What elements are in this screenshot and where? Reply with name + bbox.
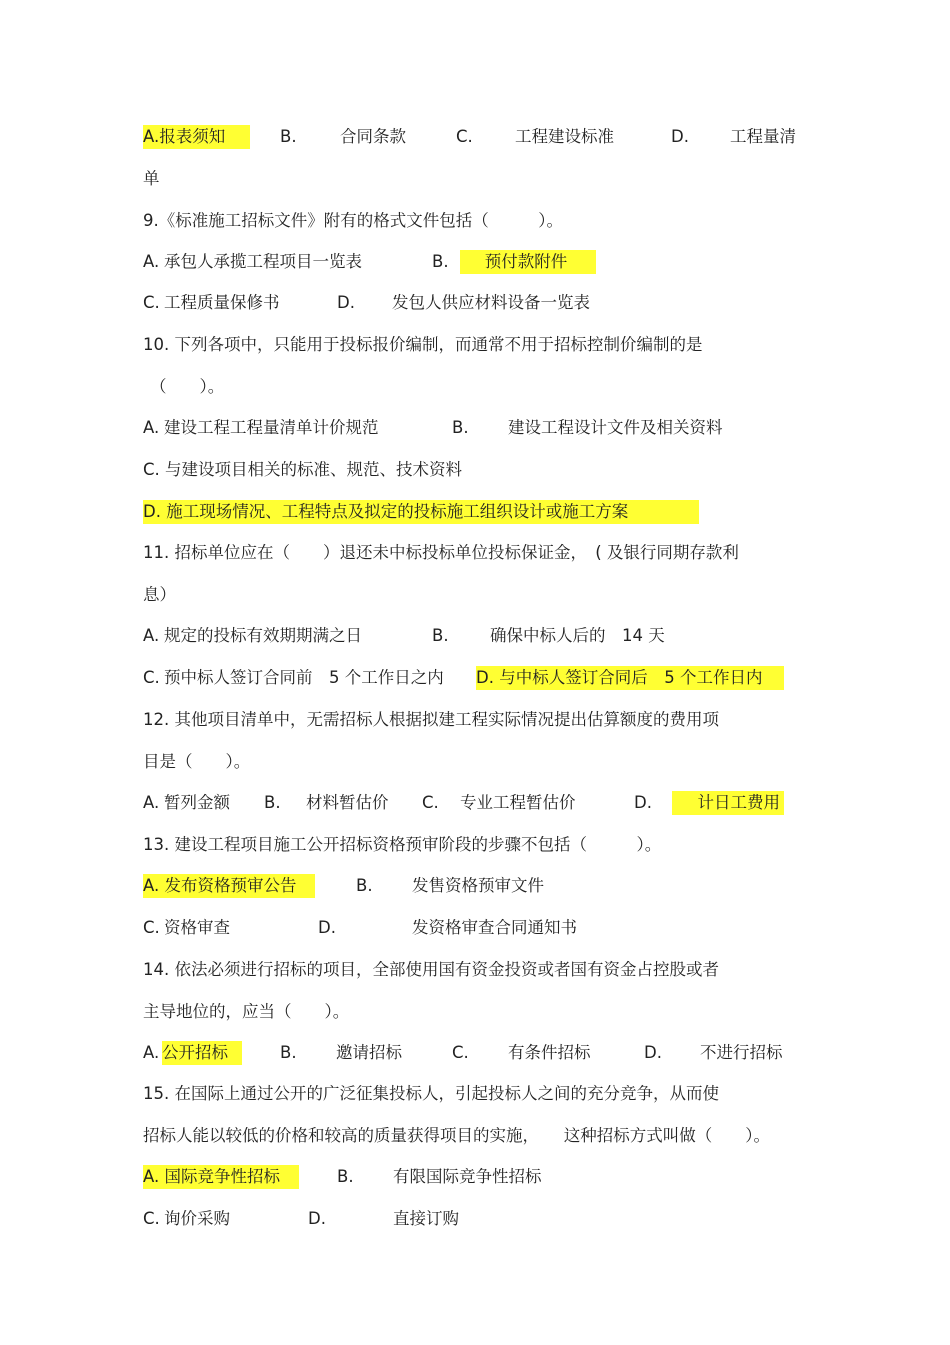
question-13: 13. 建设工程项目施工公开招标资格预审阶段的步骤不包括（ ）。 xyxy=(143,835,662,854)
option-a-highlighted: A. 国际竞争性招标 xyxy=(143,1165,299,1189)
option-c-text: 工程建设标准 xyxy=(515,127,614,146)
option-b-text: 有限国际竞争性招标 xyxy=(393,1167,542,1186)
option-b-text: 发售资格预审文件 xyxy=(412,876,544,895)
option-c-label: C. xyxy=(422,793,439,812)
option-b-text: 材料暂估价 xyxy=(306,793,389,812)
option-d-label: D. xyxy=(644,1043,662,1062)
option-d-row-highlighted xyxy=(143,500,699,524)
option-b-label: B. xyxy=(280,1043,297,1062)
option-a-label: A. xyxy=(143,1043,160,1062)
option-a-label: A. xyxy=(143,626,160,645)
option-b-label: B. xyxy=(356,876,373,895)
question-15: 15. 在国际上通过公开的广泛征集投标人，引起投标人之间的充分竞争，从而使 xyxy=(143,1084,719,1103)
option-d-text-highlighted: 计日工费用 xyxy=(672,791,784,815)
option-b-label: B. xyxy=(280,127,297,146)
question-9: 9.《标准施工招标文件》附有的格式文件包括（ ）。 xyxy=(143,211,563,230)
option-c-text: 专业工程暂估价 xyxy=(460,793,576,812)
option-b-label: B. xyxy=(452,418,469,437)
option-d-label: D. xyxy=(671,127,689,146)
option-c-text: 资格审查 xyxy=(164,918,230,937)
question-12-continuation: 目是（ ）。 xyxy=(143,752,251,771)
option-d-text-highlighted: D. 施工现场情况、工程特点及拟定的投标施工组织设计或施工方案 xyxy=(143,500,699,524)
option-b-text: 合同条款 xyxy=(340,127,406,146)
option-d-text: 发包人供应材料设备一览表 xyxy=(392,293,590,312)
question-14: 14. 依法必须进行招标的项目，全部使用国有资金投资或者国有资金占控股或者 xyxy=(143,960,719,979)
option-c-label: C. xyxy=(452,1043,469,1062)
option-b-label: B. xyxy=(264,793,281,812)
question-12: 12. 其他项目清单中，无需招标人根据拟建工程实际情况提出估算额度的费用项 xyxy=(143,710,719,729)
option-a-label: A. xyxy=(143,252,160,271)
option-b-text: 建设工程设计文件及相关资料 xyxy=(508,418,723,437)
option-c-label: C. xyxy=(143,293,160,312)
option-a-text: 承包人承揽工程项目一览表 xyxy=(164,252,362,271)
option-a-text: 暂列金额 xyxy=(164,793,230,812)
option-d-label: D. xyxy=(308,1209,326,1228)
option-c-label: C. xyxy=(143,918,160,937)
option-d-text: 发资格审查合同通知书 xyxy=(412,918,577,937)
option-c-label: C. xyxy=(143,668,160,687)
option-d-text: 工程量清 xyxy=(730,127,796,146)
option-a-highlighted: A. 发布资格预审公告 xyxy=(143,874,315,898)
option-d-label: D. xyxy=(318,918,336,937)
option-a-text: 建设工程工程量清单计价规范 xyxy=(164,418,379,437)
question-15-continuation: 招标人能以较低的价格和较高的质量获得项目的实施， 这种招标方式叫做（ ）。 xyxy=(143,1126,770,1145)
option-a-text: 规定的投标有效期期满之日 xyxy=(164,626,362,645)
option-b-label: B. xyxy=(432,626,449,645)
question-11: 11. 招标单位应在（ ）退还未中标投标单位投标保证金， ( 及银行同期存款利 xyxy=(143,543,739,562)
option-d-text: 直接订购 xyxy=(393,1209,459,1228)
option-b-text: 邀请招标 xyxy=(336,1043,402,1062)
option-b-label: B. xyxy=(432,252,449,271)
option-b-text: 确保中标人后的 14 天 xyxy=(490,626,665,645)
question-10-continuation: （ ）。 xyxy=(150,377,225,396)
option-a-label: A. xyxy=(143,793,160,812)
option-c-text: 工程质量保修书 xyxy=(164,293,280,312)
option-d-label: D. xyxy=(337,293,355,312)
option-b-text-highlighted: 预付款附件 xyxy=(460,250,596,274)
option-d-label: D. xyxy=(634,793,652,812)
option-c-text: 有条件招标 xyxy=(508,1043,591,1062)
option-c-label: C. xyxy=(456,127,473,146)
option-a-label: A. xyxy=(143,418,160,437)
option-c-text: 预中标人签订合同前 5 个工作日之内 xyxy=(164,668,444,687)
option-d-text: 不进行招标 xyxy=(700,1043,783,1062)
option-c-text: 询价采购 xyxy=(164,1209,230,1228)
option-c-label: C. xyxy=(143,1209,160,1228)
question-10: 10. 下列各项中，只能用于投标报价编制，而通常不用于招标控制价编制的是 xyxy=(143,335,703,354)
option-c-row: C. 与建设项目相关的标准、规范、技术资料 xyxy=(143,460,463,479)
question-14-continuation: 主导地位的，应当（ ）。 xyxy=(143,1002,350,1021)
option-d-highlighted: D. 与中标人签订合同后 5 个工作日内 xyxy=(476,666,784,690)
option-b-label: B. xyxy=(337,1167,354,1186)
option-a-highlighted: A.报表须知 xyxy=(143,125,250,149)
question-11-continuation: 息） xyxy=(143,585,176,604)
option-d-continuation: 单 xyxy=(143,169,160,188)
option-a-text-highlighted: 公开招标 xyxy=(162,1041,242,1065)
